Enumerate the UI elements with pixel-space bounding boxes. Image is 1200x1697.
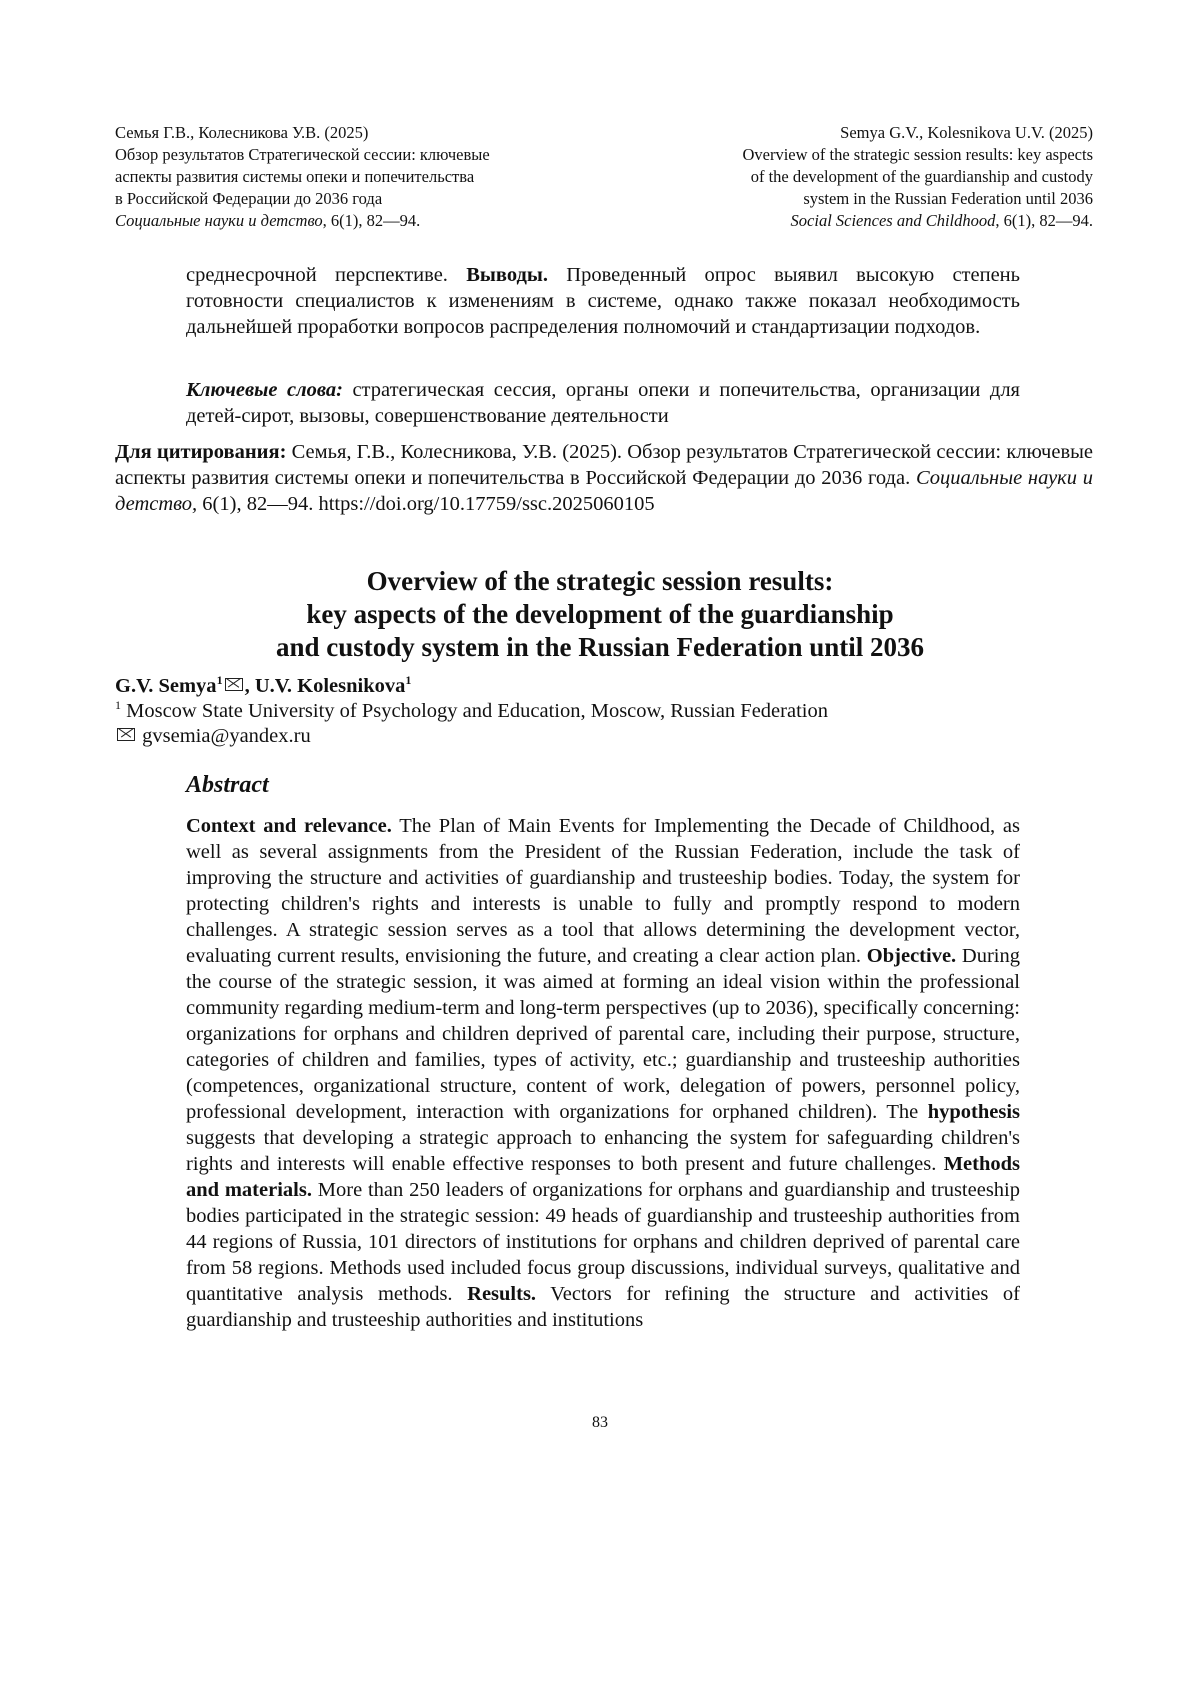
citation-journal: Социальные науки и детство,: [115, 467, 1093, 515]
authors: [115, 675, 411, 698]
context-label: Context and relevance.: [186, 815, 392, 837]
citation-issue: 6(1), 82—94.: [197, 493, 314, 515]
title-line: key aspects of the development of the guardianship: [306, 599, 894, 629]
mail-icon: [225, 678, 243, 691]
author-2: , U.V. Kolesnikova: [244, 675, 406, 697]
header-journal: Социальные науки и детство: [115, 211, 323, 230]
header-line: of the development of the guardianship and custody: [750, 167, 1093, 186]
affiliation-sup: 1: [405, 673, 412, 687]
citation-label: Для цитирования:: [115, 441, 287, 463]
citation-text: Семья, Г.В., Колесникова, У.В. (2025). Обзор результатов Стратегической сессии: ключевые аспекты развития системы опеки и попечительства в Российской Федерации до 2036 года.: [115, 441, 1094, 489]
results-label: Results.: [467, 1283, 537, 1305]
header-issue: , 6(1), 82—94.: [995, 211, 1093, 230]
text: suggests that developing a strategic approach to enhancing the system for safeguarding children's rights and interests will enable effective responses to both present and future challenges.: [186, 1127, 1020, 1175]
hypothesis-label: hypothesis: [927, 1101, 1020, 1123]
text: Проведенный опрос выявил высокую степень готовности специалистов к изменениям в системе, однако также показал необходимость дальнейшей проработки вопросов распределения полномочий и стандартизации подходов.: [186, 264, 1020, 338]
citation: [115, 439, 1093, 517]
affiliation-sup: 1: [115, 698, 121, 712]
abstract-heading: Abstract: [186, 772, 269, 798]
running-header-en: [573, 122, 1093, 232]
header-line: Semya G.V., Kolesnikova U.V. (2025): [840, 123, 1093, 142]
header-line: аспекты развития системы опеки и попечительства: [115, 167, 475, 186]
header-line: system in the Russian Federation until 2036: [803, 189, 1093, 208]
author-1: G.V. Semya: [115, 675, 217, 697]
header-line: Overview of the strategic session results: key aspects: [742, 145, 1093, 164]
article-title: [0, 565, 1200, 664]
header-line: в Российской Федерации до 2036 года: [115, 189, 383, 208]
affiliation-sup: 1: [216, 673, 223, 687]
affiliation: [115, 700, 828, 723]
keywords-label: Ключевые слова:: [186, 379, 343, 401]
text: More than 250 leaders of organizations for orphans and guardianship and trusteeship bodies participated in the strategic session: 49 heads of guardianship and trusteeship authorities from 44 regions of Russia, 101 directors of institutions for orphans and children deprived of parental care from 58 regions. Methods used included focus group discussions, individual surveys, qualitative and quantitative analysis methods.: [186, 1179, 1020, 1305]
email-link[interactable]: gvsemia@yandex.ru: [142, 725, 311, 747]
running-header-ru: [115, 122, 615, 232]
header-line: Семья Г.В., Колесникова У.В. (2025): [115, 123, 369, 142]
ru-keywords: [186, 377, 1020, 429]
mail-icon: [117, 728, 135, 741]
text: The Plan of Main Events for Implementing the Decade of Childhood, as well as several assignments from the President of the Russian Federation, include the task of improving the structure and activities of guardianship and trusteeship bodies. Today, the system for protecting children's rights and interests is unable to fully and promptly respond to modern challenges. A strategic session serves as a tool that allows determining the development vector, evaluating current results, envisioning the future, and creating a clear action plan.: [186, 815, 1020, 967]
text: Vectors for refining the structure and activities of guardianship and trusteeship authorities and institutions: [186, 1283, 1020, 1331]
keywords: стратегическая сессия, органы опеки и попечительства, организации для детей-сирот, вызовы, совершенствование деятельности: [186, 379, 1020, 427]
methods-label: Methods and materials.: [186, 1153, 1020, 1201]
text: During the course of the strategic session, it was aimed at forming an ideal vision within the professional community regarding medium-term and long-term perspectives (up to 2036), specifically concerning: organizations for orphans and children deprived of parental care, including their purpose, structure, categories of children and families, types of activity, etc.; guardianship and trusteeship authorities (competences, organizational structure, content of work, delegation of powers, personnel policy, professional development, interaction with organizations for orphaned children). The: [186, 945, 1020, 1123]
affiliation-text: Moscow State University of Psychology and Education, Moscow, Russian Federation: [121, 700, 828, 722]
title-line: Overview of the strategic session results:: [366, 566, 834, 596]
header-issue: , 6(1), 82—94.: [322, 211, 421, 230]
page-number: 83: [592, 1414, 608, 1431]
objective-label: Objective.: [866, 945, 957, 967]
conclusions-label: Выводы.: [466, 264, 548, 286]
corresponding-email: [115, 725, 311, 748]
abstract-body: [186, 813, 1020, 1333]
header-journal: Social Sciences and Childhood: [790, 211, 996, 230]
header-line: Обзор результатов Стратегической сессии: ключевые: [115, 145, 490, 164]
title-line: and custody system in the Russian Federation until 2036: [275, 632, 925, 662]
doi-link[interactable]: https://doi.org/10.17759/ssc.2025060105: [318, 493, 655, 515]
text: среднесрочной перспективе.: [186, 264, 467, 286]
ru-abstract-end: [186, 262, 1020, 340]
